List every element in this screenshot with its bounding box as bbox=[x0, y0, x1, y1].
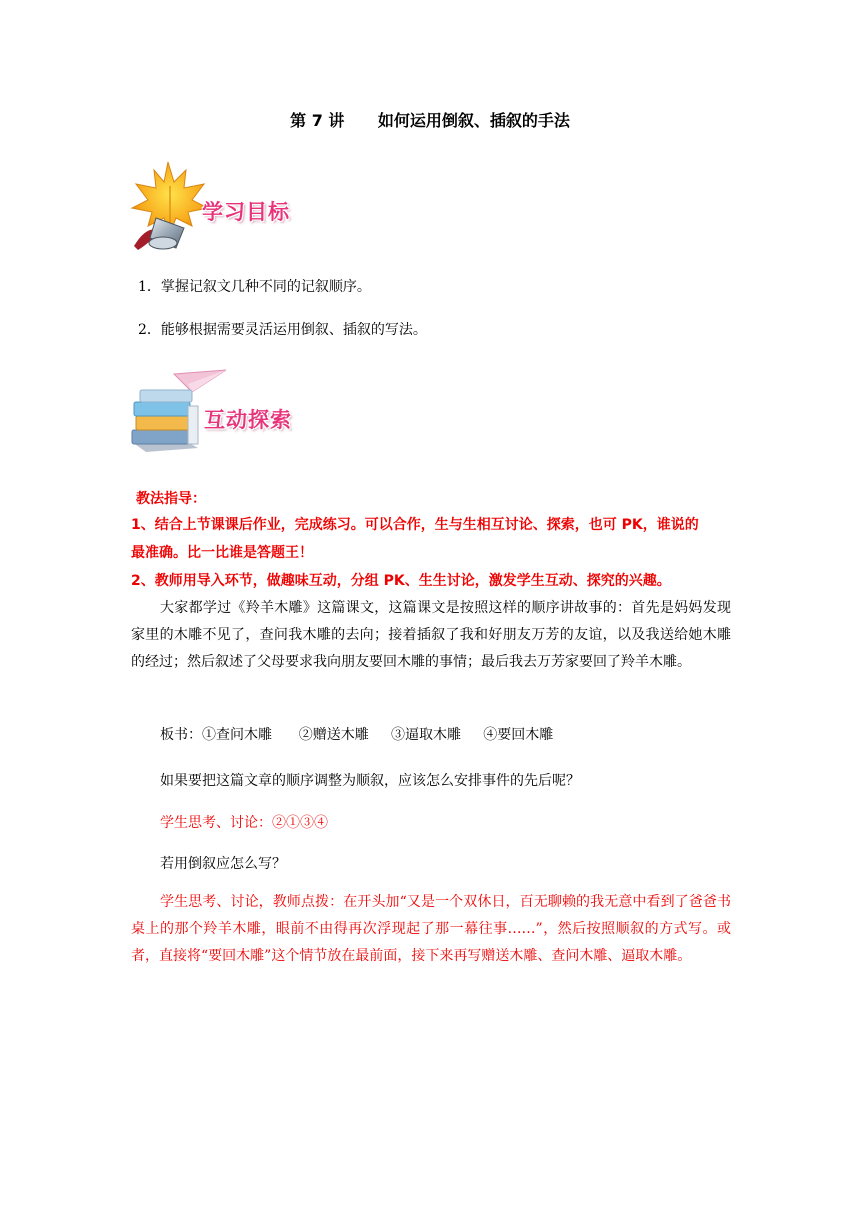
guide-point-1: 1、结合上节课课后作业，完成练习。可以合作，生与生相互讨论、探索，也可 PK，谁说的 bbox=[131, 517, 699, 533]
explore-banner bbox=[128, 368, 328, 464]
goals-banner bbox=[126, 156, 326, 252]
guide-point-1-continued: 最准确。比一比谁是答题王！ bbox=[131, 545, 313, 561]
guide-point-2: 2、教师用导入环节，做趣味互动，分组 PK、生生讨论，激发学生互动、探究的兴趣。 bbox=[131, 573, 671, 589]
question-sequential: 如果要把这篇文章的顺序调整为顺叙，应该怎么安排事件的先后呢？ bbox=[160, 773, 580, 789]
goals-heading: 学习目标 bbox=[202, 200, 290, 224]
explore-heading: 互动探索 bbox=[204, 408, 292, 432]
goal-item: 2．能够根据需要灵活运用倒叙、插叙的写法。 bbox=[138, 322, 427, 338]
intro-paragraph: 大家都学过《羚羊木雕》这篇课文，这篇课文是按照这样的顺序讲故事的：首先是妈妈发现家里的木雕不见了，查问我木雕的去向；接着插叙了我和好朋友万芳的友谊，以及我送给她木雕的经过；然后叙述了父母要求我向朋友要回木雕的事情；最后我去万芳家要回了羚羊木雕。 bbox=[131, 600, 731, 670]
guide-heading: 教法指导： bbox=[136, 491, 206, 507]
answer-sequential: 学生思考、讨论：②①③④ bbox=[160, 815, 328, 831]
answer-flashback: 学生思考、讨论，教师点拨：在开头加“又是一个双休日，百无聊赖的我无意中看到了爸爸书桌上的那个羚羊木雕，眼前不由得再次浮现起了那一幕往事……”，然后按照顺叙的方式写。或者，直接将“要回木雕”这个情节放在最前面，接下来再写赠送木雕、查问木雕、逼取木雕。 bbox=[131, 894, 731, 964]
question-flashback: 若用倒叙应怎么写？ bbox=[160, 856, 286, 872]
goal-item: 1．掌握记叙文几种不同的记叙顺序。 bbox=[138, 279, 371, 295]
page-title: 第 7 讲 如何运用倒叙、插叙的手法 bbox=[290, 111, 570, 130]
board-notes: 板书：①查问木雕 ②赠送木雕 ③逼取木雕 ④要回木雕 bbox=[160, 727, 554, 743]
